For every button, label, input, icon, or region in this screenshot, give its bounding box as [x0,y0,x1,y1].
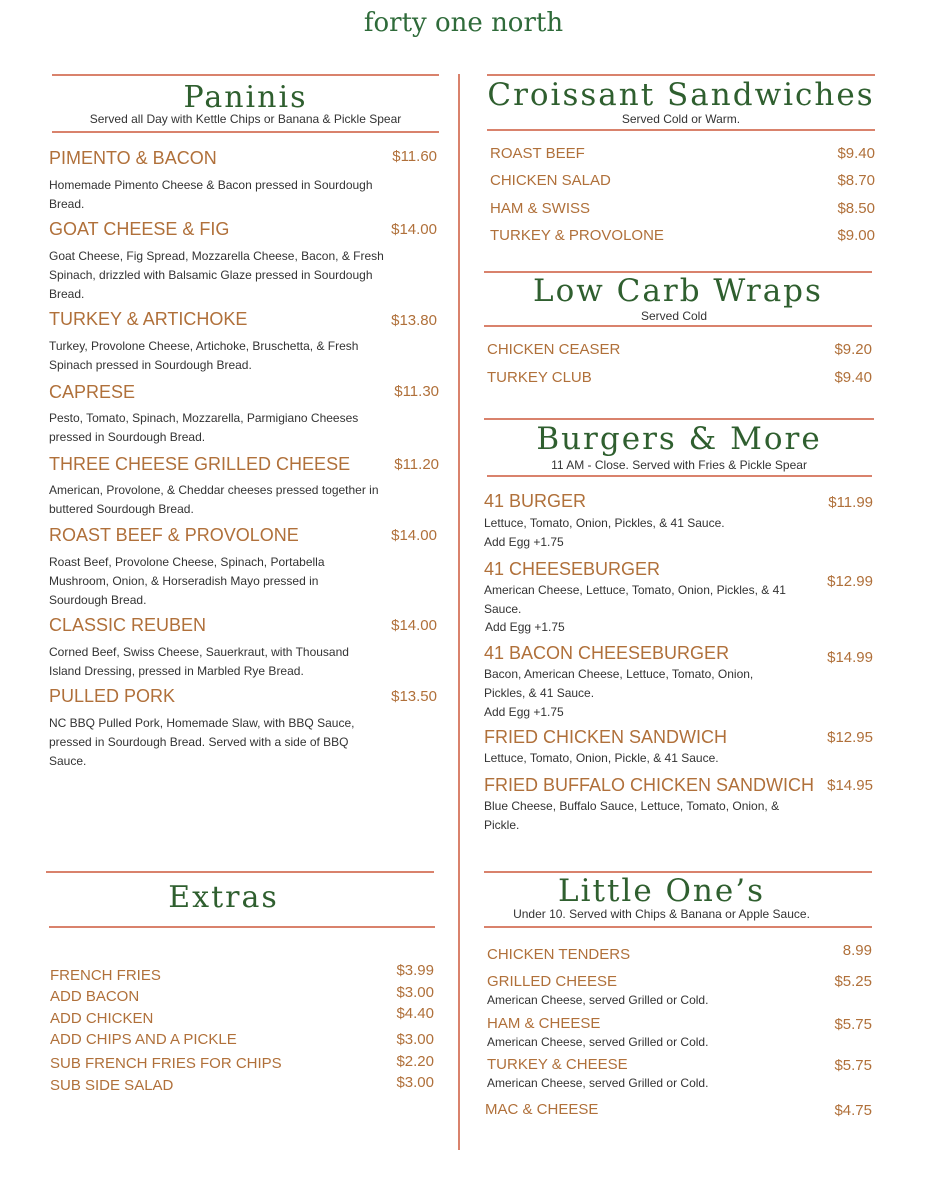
menu-item-name: SUB FRENCH FRIES FOR CHIPS [50,1055,282,1072]
menu-item-name: SUB SIDE SALAD [50,1077,174,1094]
menu-item-name: ROAST BEEF & PROVOLONE [49,525,299,545]
menu-item-price: $9.40 [837,145,875,162]
divider [46,871,434,873]
menu-item-price: $13.80 [391,312,437,329]
menu-item-name: FRENCH FRIES [50,967,161,984]
divider [484,418,874,420]
menu-item-price: $11.60 [392,148,437,165]
menu-item-price: $8.50 [837,200,875,217]
divider [487,129,875,131]
section-subtitle-burgers: 11 AM - Close. Served with Fries & Pickle Spear [551,458,807,472]
section-title-extras: Extras [168,880,279,915]
menu-item-price: $4.75 [834,1102,872,1119]
menu-item-price: $12.95 [827,729,873,746]
section-subtitle-little-ones: Under 10. Served with Chips & Banana or Apple Sauce. [513,907,810,921]
menu-item-price: $14.00 [391,527,437,544]
section-title-wraps: Low Carb Wraps [533,273,823,309]
restaurant-name: forty one north [363,8,564,38]
menu-item-name: CHICKEN CEASER [487,341,621,358]
menu-item-price: $9.20 [834,341,872,358]
menu-item-description: Lettuce, Tomato, Onion, Pickles, & 41 Sauce. [484,516,725,530]
menu-item-name: 41 BURGER [484,491,587,511]
menu-item-description: Homemade Pimento Cheese & Bacon pressed in Sourdough Bread. [49,178,373,211]
menu-item-name: CLASSIC REUBEN [49,615,207,635]
menu-item-description: Turkey, Provolone Cheese, Artichoke, Bruschetta, & Fresh Spinach pressed in Sourdough Bread. [49,339,359,372]
section-subtitle-paninis: Served all Day with Kettle Chips or Banana & Pickle Spear [89,112,402,126]
menu-item-name: 41 CHEESEBURGER [484,559,661,579]
divider [487,74,875,76]
section-title-croissant: Croissant Sandwiches [487,77,875,113]
menu-item-description: American, Provolone, & Cheddar cheeses pressed together in buttered Sourdough Bread. [49,483,379,516]
menu-item-name: ADD BACON [50,988,140,1005]
section-subtitle-wraps: Served Cold [640,309,708,323]
menu-item-name: TURKEY & ARTICHOKE [49,309,248,329]
menu-item-name: GRILLED CHEESE [487,973,618,990]
menu-item-price: $14.95 [827,777,873,794]
menu-item-name: TURKEY CLUB [487,369,592,386]
menu-item-price: $11.99 [828,494,873,511]
menu-item-name: ROAST BEEF [490,145,585,162]
menu-item-price: $4.40 [396,1005,434,1022]
menu-item-name: 41 BACON CHEESEBURGER [484,643,730,663]
menu-item-addon: Add Egg +1.75 [485,620,565,634]
menu-item-addon: Add Egg +1.75 [484,705,564,719]
menu-item-description: American Cheese, Lettuce, Tomato, Onion, Pickles, & 41 Sauce. [484,583,786,616]
menu-item-name: HAM & SWISS [490,200,591,217]
menu-item-description: Blue Cheese, Buffalo Sauce, Lettuce, Tomato, Onion, & Pickle. [484,799,780,832]
divider [49,926,435,928]
menu-item-description: NC BBQ Pulled Pork, Homemade Slaw, with BBQ Sauce, pressed in Sourdough Bread. Served with a side of BBQ Sauce. [49,716,355,768]
menu-item-description: Pesto, Tomato, Spinach, Mozzarella, Parmigiano Cheeses pressed in Sourdough Bread. [49,411,359,444]
section-title-little-ones: Little One’s [557,873,766,909]
menu-item-price: $9.00 [837,227,875,244]
menu-item-description: American Cheese, served Grilled or Cold. [487,1035,709,1049]
menu-item-addon: Add Egg +1.75 [484,535,564,549]
menu-item-name: TURKEY & PROVOLONE [490,227,664,244]
menu-item-price: $3.99 [396,962,434,979]
section-subtitle-croissant: Served Cold or Warm. [621,112,741,126]
menu-item-description: Bacon, American Cheese, Lettuce, Tomato, Onion, Pickles, & 41 Sauce. [484,667,754,700]
menu-item-name: HAM & CHEESE [487,1015,601,1032]
menu-item-price: $3.00 [396,984,434,1001]
section-title-burgers: Burgers & More [536,421,822,457]
menu-item-price: $8.70 [837,172,875,189]
menu-item-name: ADD CHICKEN [50,1010,154,1027]
menu-item-description: American Cheese, served Grilled or Cold. [487,993,709,1007]
column-divider [458,74,460,1150]
menu-item-price: 8.99 [842,942,872,959]
divider [487,475,872,477]
menu-item-name: PULLED PORK [49,686,176,706]
divider [52,131,439,133]
menu-item-name: CAPRESE [49,382,136,402]
divider [484,926,872,928]
menu-item-name: TURKEY & CHEESE [487,1056,628,1073]
menu-item-description: American Cheese, served Grilled or Cold. [487,1076,709,1090]
divider [484,325,872,327]
menu-item-name: MAC & CHEESE [485,1101,599,1118]
section-title-paninis: Paninis [183,80,308,115]
menu-item-price: $5.75 [834,1057,872,1074]
menu-item-price: $3.00 [396,1074,434,1091]
menu-item-name: FRIED CHICKEN SANDWICH [484,727,728,747]
menu-item-price: $5.75 [834,1016,872,1033]
menu-item-description: Corned Beef, Swiss Cheese, Sauerkraut, with Thousand Island Dressing, pressed in Marbled Rye Bread. [49,645,349,678]
menu-item-price: $14.99 [827,649,873,666]
menu-item-price: $9.40 [834,369,872,386]
menu-item-price: $5.25 [834,973,872,990]
menu-item-price: $14.00 [391,221,437,238]
menu-item-description: Lettuce, Tomato, Onion, Pickle, & 41 Sauce. [484,751,719,765]
menu-item-price: $13.50 [391,688,437,705]
menu-item-name: PIMENTO & BACON [49,148,217,168]
menu-item-name: THREE CHEESE GRILLED CHEESE [49,454,351,474]
menu-item-name: CHICKEN TENDERS [487,946,631,963]
menu-item-price: $2.20 [396,1053,434,1070]
menu-item-description: Goat Cheese, Fig Spread, Mozzarella Cheese, Bacon, & Fresh Spinach, drizzled with Balsamic Glaze pressed in Sourdough Bread. [49,249,384,301]
menu-item-name: CHICKEN SALAD [490,172,611,189]
divider [52,74,439,76]
menu-item-description: Roast Beef, Provolone Cheese, Spinach, Portabella Mushroom, Onion, & Horseradish Mayo pressed in Sourdough Bread. [49,555,325,607]
menu-item-price: $3.00 [396,1031,434,1048]
menu-item-price: $14.00 [391,617,437,634]
menu-item-name: FRIED BUFFALO CHICKEN SANDWICH [484,775,815,795]
menu-item-name: GOAT CHEESE & FIG [49,219,230,239]
menu-item-price: $12.99 [827,573,873,590]
menu-item-name: ADD CHIPS AND A PICKLE [50,1031,237,1048]
menu-item-price: $11.20 [394,456,439,473]
menu-item-price: $11.30 [394,383,439,400]
